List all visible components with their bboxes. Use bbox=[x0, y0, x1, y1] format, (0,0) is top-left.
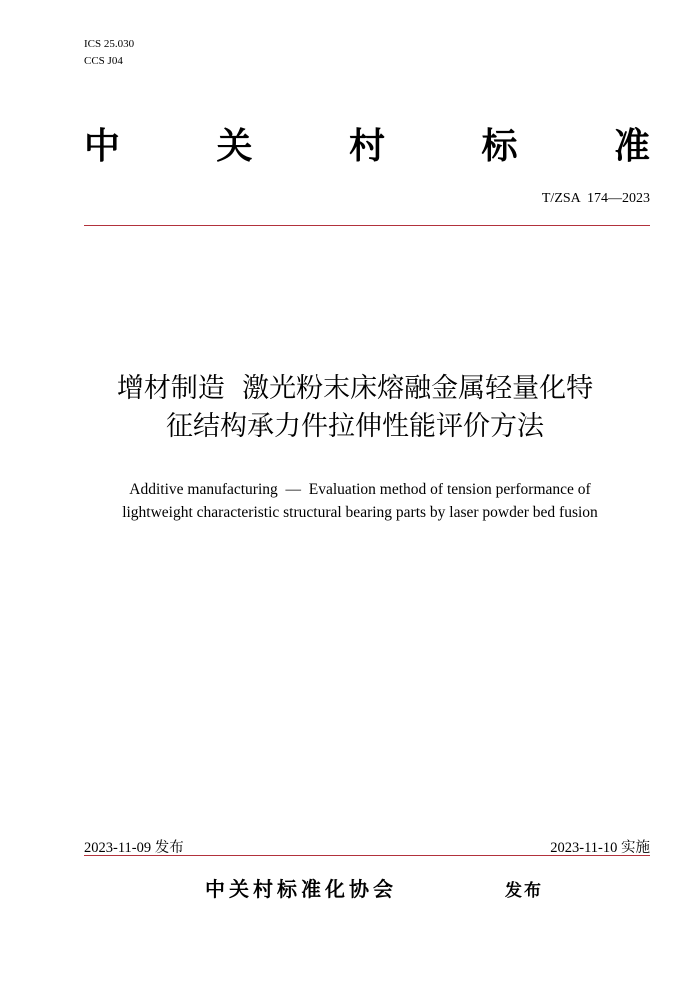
heading-char: 关 bbox=[216, 126, 253, 167]
publisher-name: 中关村标准化协会 bbox=[205, 877, 397, 901]
release-date: 2023-11-09 发布 bbox=[84, 840, 184, 856]
heading-char: 中 bbox=[84, 126, 121, 167]
standard-number: T/ZSA 174—2023 bbox=[541, 191, 650, 206]
heading-char: 村 bbox=[348, 126, 385, 167]
chinese-title-line2: 征结构承力件拉伸性能评价方法 bbox=[166, 411, 544, 442]
chinese-title-line1: 增材制造 激光粉末床熔融金属轻量化特 bbox=[116, 373, 594, 404]
top-divider bbox=[84, 225, 650, 226]
ics-code: ICS 25.030 bbox=[84, 38, 135, 50]
chinese-title bbox=[60, 370, 650, 446]
publish-label: 发布 bbox=[505, 881, 543, 901]
english-title-line1: Additive manufacturing — Evaluation method of tension performance of bbox=[129, 481, 591, 498]
english-title-line2: lightweight characteristic structural bearing parts by laser powder bed fusion bbox=[122, 504, 598, 521]
english-title bbox=[90, 478, 630, 524]
standard-type-heading bbox=[84, 124, 650, 170]
implementation-date: 2023-11-10 实施 bbox=[550, 840, 650, 856]
classification-codes bbox=[84, 36, 134, 70]
heading-char: 标 bbox=[481, 126, 518, 167]
heading-char: 准 bbox=[613, 126, 650, 167]
bottom-divider bbox=[84, 855, 650, 856]
ccs-code: CCS J04 bbox=[84, 55, 123, 67]
